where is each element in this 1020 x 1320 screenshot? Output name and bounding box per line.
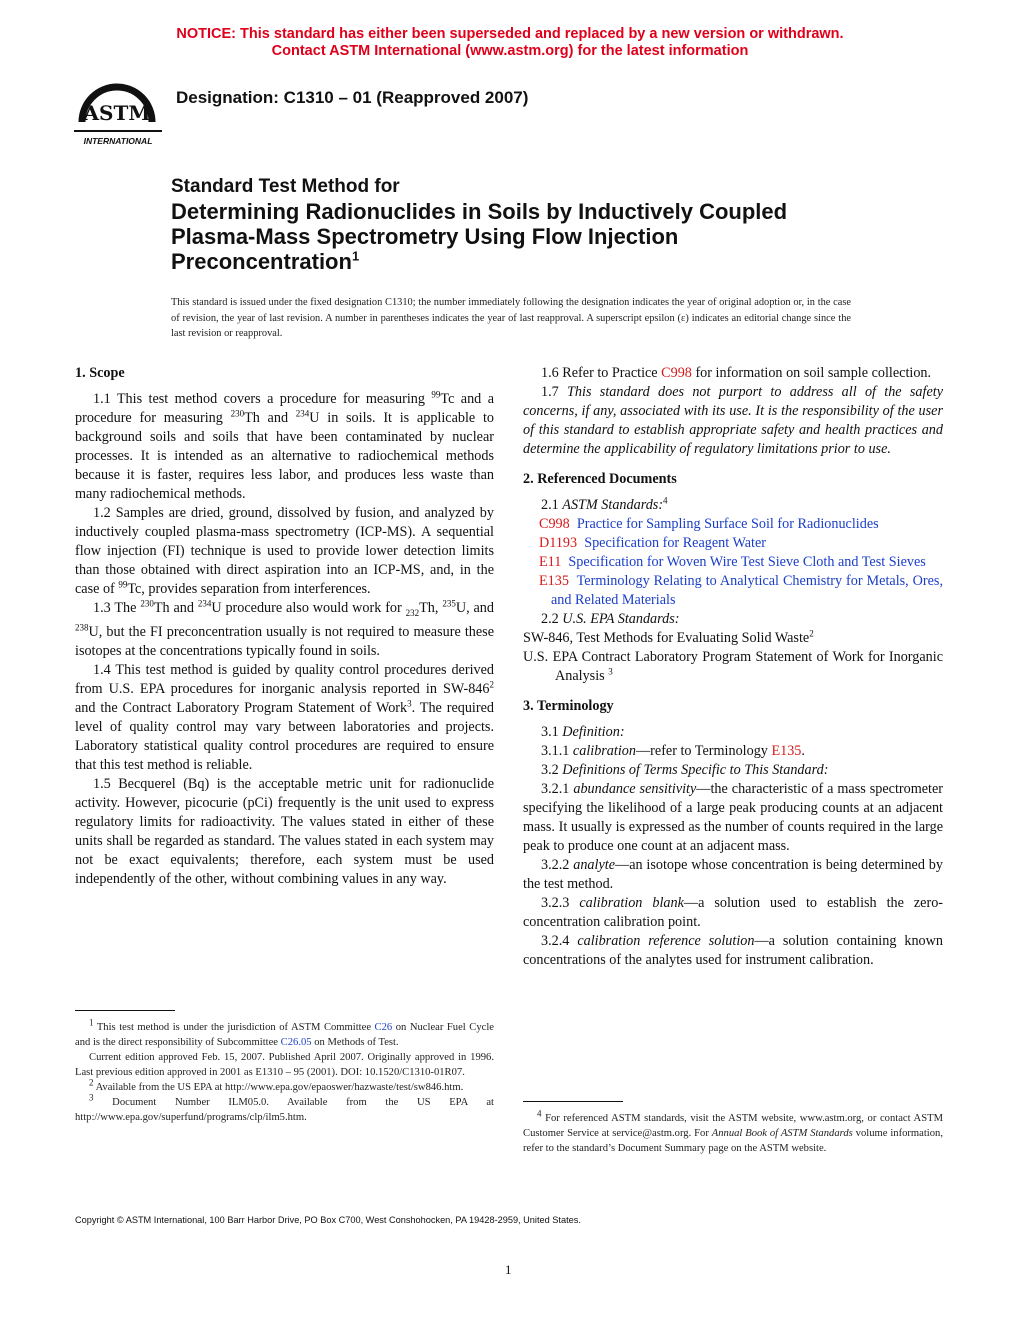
footnote-4: $^4$ For referenced ASTM standards, visit the ASTM website, www.astm.org, or contact ASTM Customer Service at service@astm.org. For Annual Book of ASTM Standards volume information, refer to the standard’s Document Summary page on the ASTM website. xyxy=(523,1108,943,1154)
ref-e135[interactable]: E135 Terminology Relating to Analytical Chemistry for Metals, Ores, and Related Materials xyxy=(539,573,943,608)
footnotes-right xyxy=(523,1108,943,1156)
withdrawal-notice xyxy=(0,26,1020,60)
ref-e11[interactable]: E11 Specification for Woven Wire Test Sieve Cloth and Test Sieves xyxy=(539,554,926,570)
notice-line-2: Contact ASTM International (www.astm.org) for the latest information xyxy=(271,43,749,59)
link-c26[interactable]: C26 xyxy=(374,1022,393,1033)
title-prefix: Standard Test Method for xyxy=(171,176,400,197)
footnote-rule-right xyxy=(523,1101,623,1102)
page-number: 1 xyxy=(505,1262,512,1277)
link-c998[interactable]: C998 xyxy=(661,365,692,381)
link-c26-05[interactable]: C26.05 xyxy=(280,1037,312,1048)
para-1-3: 1.3 The $^{230}$Th and $^{234}$U procedure also would work for $_{232}$Th, $^{235}$U, and $^{238}$U, but the FI preconcentration usually is not required to measure these isotopes at the concentrations typically found in soils. xyxy=(75,598,494,659)
footnote-1: $^1$ This test method is under the jurisdiction of ASTM Committee C26 on Nuclear Fuel Cycle and is the direct responsibility of Subcommittee C26.05 on Methods of Test. xyxy=(75,1017,494,1048)
footnote-2: $^2$ Available from the US EPA at http://www.epa.gov/epaoswer/hazwaste/test/sw846.htm. xyxy=(89,1077,464,1093)
title-footnote-mark: 1 xyxy=(351,248,360,264)
logo-international: INTERNATIONAL xyxy=(83,136,153,146)
para-1-7: 1.7 This standard does not purport to address all of the safety concerns, if any, associated with its use. It is the responsibility of the user of this standard to establish appropriate safety and health practices and determine the applicability of regulatory limitations prior to use. xyxy=(523,384,943,457)
para-2-1: 2.1 ASTM Standards:$^4$ xyxy=(541,495,668,513)
link-e135[interactable]: E135 xyxy=(771,743,802,759)
section-heading-referenced: 2. Referenced Documents xyxy=(523,471,677,487)
para-3-1-1: 3.1.1 calibration—refer to Terminology E135. xyxy=(541,743,805,759)
notice-line-1: NOTICE: This standard has either been superseded and replaced by a new version or withdrawn. xyxy=(176,26,844,42)
astm-logo-graphic xyxy=(72,78,164,150)
designation: Designation: C1310 – 01 (Reapproved 2007) xyxy=(176,88,529,107)
para-3-2-2: 3.2.2 analyte—an isotope whose concentration is being determined by the test method. xyxy=(523,857,943,892)
para-1-4: 1.4 This test method is guided by quality control procedures derived from U.S. EPA procedures for inorganic analysis reported in $SW-846^2$ and the Contract Laboratory Program Statement of Work$^3$. The required level of quality control may vary between laboratories and projects. Laboratory statistical quality control procedures are required to ensure that this test method is reliable. xyxy=(75,661,494,773)
ref-sw846: SW-846, Test Methods for Evaluating Solid Waste$^2$ xyxy=(523,628,814,646)
left-column xyxy=(75,364,494,889)
para-3-2-1: 3.2.1 abundance sensitivity—the characteristic of a mass spectrometer specifying the likelihood of a large peak producing counts at an adjacent mass. It usually is expressed as the number of counts required in the large peak to produce one count at an adjacent mass. xyxy=(523,781,943,854)
section-heading-terminology: 3. Terminology xyxy=(523,698,614,714)
logo-letters: ASTM xyxy=(83,101,151,125)
footnote-3: $^3$ Document Number ILM05.0. Available from the US EPA at http://www.epa.gov/superfund/programs/clp/ilm5.htm. xyxy=(75,1092,494,1123)
para-3-1: 3.1 Definition: xyxy=(541,724,625,740)
para-2-2: 2.2 U.S. EPA Standards: xyxy=(541,611,680,627)
issuance-statement: This standard is issued under the fixed designation C1310; the number immediately following the designation indicates the year of original adoption or, in the case of revision, the year of last revision. A number in parentheses indicates the year of last reapproval. A superscript epsilon (ε) indicates an editorial change since the last revision or reapproval. xyxy=(171,297,851,339)
title-text: Determining Radionuclides in Soils by Inductively Coupled Plasma-Mass Spectrometry Using Flow Injection Preconcentration xyxy=(171,199,788,274)
astm-logo xyxy=(72,78,164,150)
footnote-rule-left xyxy=(75,1010,175,1011)
para-1-2: 1.2 Samples are dried, ground, dissolved by fusion, and analyzed by inductively coupled plasma-mass spectrometry (ICP-MS). A sequential flow injection (FI) technique is used to provide lower detection limits than those obtained with direct aspiration into an ICP-MS, and, in the case of $^{99}$Tc, provides separation from interferences. xyxy=(75,505,494,597)
ref-c998[interactable]: C998 Practice for Sampling Surface Soil for Radionuclides xyxy=(539,516,879,532)
ref-d1193[interactable]: D1193 Specification for Reagent Water xyxy=(539,535,766,551)
para-1-5: 1.5 Becquerel (Bq) is the acceptable metric unit for radionuclide activity. However, picocurie (pCi) frequently is the unit used to express regulatory limits for radioactivity. The values stated in either of these units shall be regarded as standard. The values stated in each system may not be exact equivalents; therefore, each system must be used independently of the other, without combining values in any way. xyxy=(75,775,494,887)
footnotes-left xyxy=(75,1017,494,1125)
ref-clp: U.S. EPA Contract Laboratory Program Statement of Work for Inorganic Analysis $^3$ xyxy=(523,649,943,684)
document-title xyxy=(171,199,871,274)
para-3-2: 3.2 Definitions of Terms Specific to This Standard: xyxy=(541,762,829,778)
copyright: Copyright © ASTM International, 100 Barr Harbor Drive, PO Box C700, West Conshohocken, PA 19428-2959, United States. xyxy=(75,1215,581,1225)
logo-rule xyxy=(74,130,162,132)
para-3-2-3: 3.2.3 calibration blank—a solution used to establish the zero-concentration calibration point. xyxy=(523,895,944,930)
para-3-2-4: 3.2.4 calibration reference solution—a solution containing known concentrations of the analytes used for instrument calibration. xyxy=(523,933,943,968)
right-column xyxy=(523,364,943,970)
footnote-1-edition: Current edition approved Feb. 15, 2007. Published April 2007. Originally approved in 1996. Last previous edition approved in 2001 as E1310 – 95 (2001). DOI: 10.1520/C1310-01R07. xyxy=(75,1052,494,1078)
section-heading-scope: 1. Scope xyxy=(75,365,125,381)
para-1-1: 1.1 This test method covers a procedure for measuring $^{99}$Tc and a procedure for measuring $^{230}$Th and $^{234}$U in soils. It is applicable to background soils and soils that have been contaminated by nuclear processes. It is intended as an alternative to radiochemical methods because it is faster, requires less labor, and produces less waste than many radiochemical methods. xyxy=(75,389,494,502)
para-1-6: 1.6 Refer to Practice C998 for information on soil sample collection. xyxy=(541,365,932,381)
